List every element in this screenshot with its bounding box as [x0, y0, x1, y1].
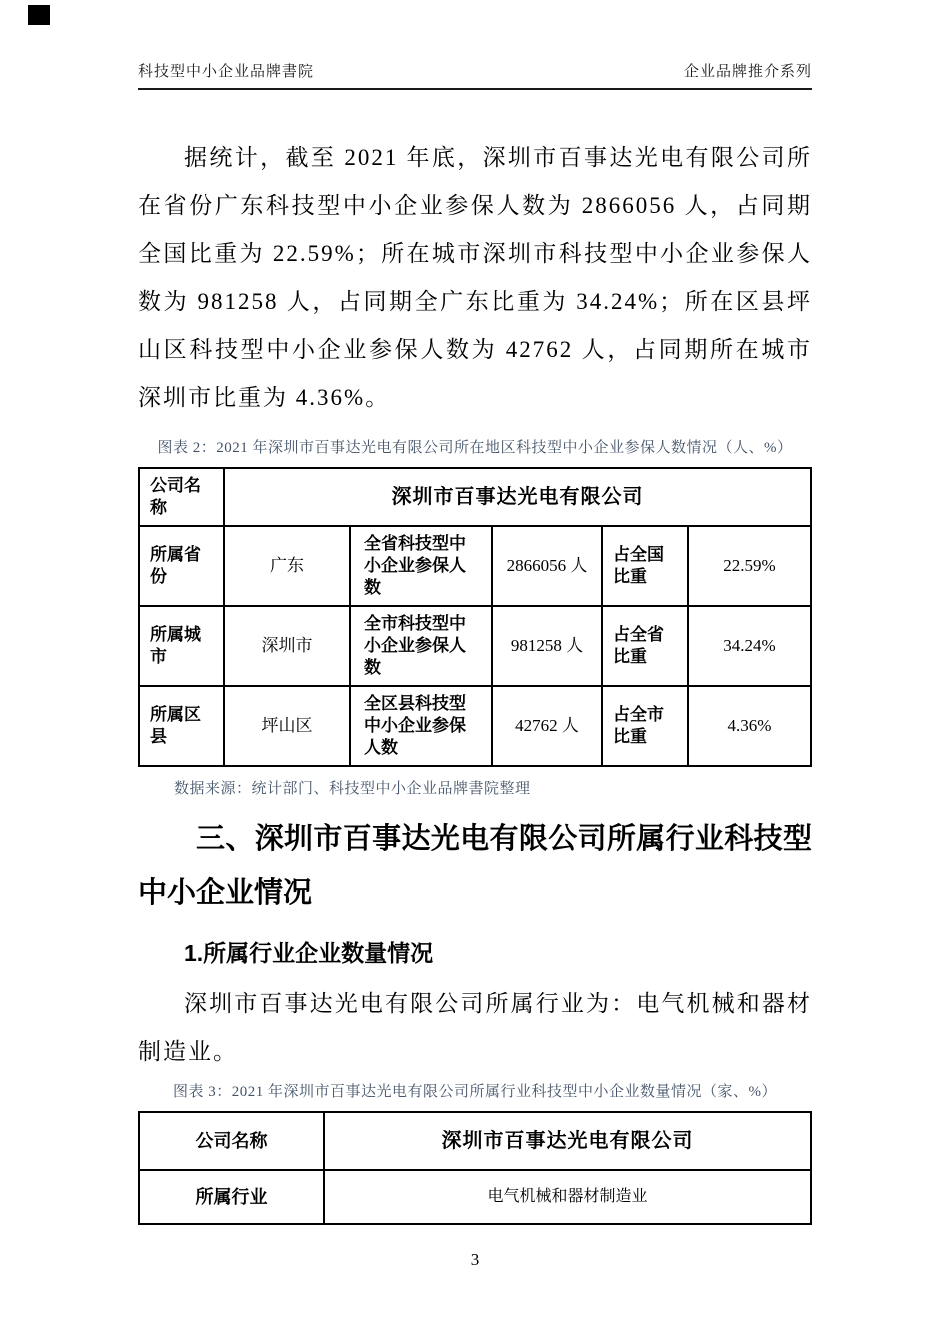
metric-cell: 全区县科技型中小企业参保人数	[350, 686, 492, 766]
share-label-cell: 占全国比重	[602, 526, 688, 606]
share-value-cell: 34.24%	[688, 606, 811, 686]
region-cell: 深圳市	[224, 606, 350, 686]
industry-label-cell: 所属行业	[139, 1170, 324, 1224]
value-cell: 981258 人	[492, 606, 602, 686]
corner-mark	[28, 5, 50, 25]
row-label-cell: 所属省份	[139, 526, 224, 606]
section-heading: 三、深圳市百事达光电有限公司所属行业科技型中小企业情况	[138, 823, 812, 909]
share-value-cell: 22.59%	[688, 526, 811, 606]
header-right-text: 企业品牌推介系列	[683, 64, 812, 80]
company-name-cell: 深圳市百事达光电有限公司	[324, 1112, 811, 1170]
metric-cell: 全省科技型中小企业参保人数	[350, 526, 492, 606]
header-left-text: 科技型中小企业品牌書院	[138, 64, 315, 80]
participation-table	[138, 467, 812, 767]
table-row	[139, 468, 811, 526]
industry-paragraph: 深圳市百事达光电有限公司所属行业为：电气机械和器材制造业。	[138, 991, 812, 1064]
table-row	[139, 1112, 811, 1170]
company-name-cell: 深圳市百事达光电有限公司	[224, 468, 811, 526]
share-label-cell: 占全市比重	[602, 686, 688, 766]
table-row	[139, 1170, 811, 1224]
industry-value-cell: 电气机械和器材制造业	[324, 1170, 811, 1224]
table-row	[139, 526, 811, 606]
company-label-cell: 公司名称	[139, 1112, 324, 1170]
figure-3-caption: 图表 3：2021 年深圳市百事达光电有限公司所属行业科技型中小企业数量情况（家、%）	[173, 1084, 777, 1100]
industry-table	[138, 1111, 812, 1225]
data-source-note: 数据来源：统计部门、科技型中小企业品牌書院整理	[174, 781, 531, 797]
value-cell: 2866056 人	[492, 526, 602, 606]
share-label-cell: 占全省比重	[602, 606, 688, 686]
page-content	[138, 134, 812, 1225]
metric-cell: 全市科技型中小企业参保人数	[350, 606, 492, 686]
region-cell: 广东	[224, 526, 350, 606]
share-value-cell: 4.36%	[688, 686, 811, 766]
sub-heading: 1.所属行业企业数量情况	[184, 940, 434, 966]
region-cell: 坪山区	[224, 686, 350, 766]
page-header	[138, 0, 812, 90]
table-row	[139, 686, 811, 766]
row-label-cell: 所属城市	[139, 606, 224, 686]
value-cell: 42762 人	[492, 686, 602, 766]
page-number: 3	[470, 1250, 480, 1269]
table-row	[139, 606, 811, 686]
statistics-paragraph: 据统计，截至 2021 年底，深圳市百事达光电有限公司所在省份广东科技型中小企业参保人数为 2866056 人，占同期全国比重为 22.59%；所在城市深圳市科技型中小企业参保人数为 981258 人，占同期全广东比重为 34.24%；所在区县坪山区科技型中小企业参保人数为 42762 人，占同期所在城市深圳市比重为 4.36%。	[138, 145, 812, 410]
row-label-cell: 所属区县	[139, 686, 224, 766]
company-label-cell: 公司名称	[139, 468, 224, 526]
figure-2-caption: 图表 2：2021 年深圳市百事达光电有限公司所在地区科技型中小企业参保人数情况（人、%）	[157, 440, 793, 456]
